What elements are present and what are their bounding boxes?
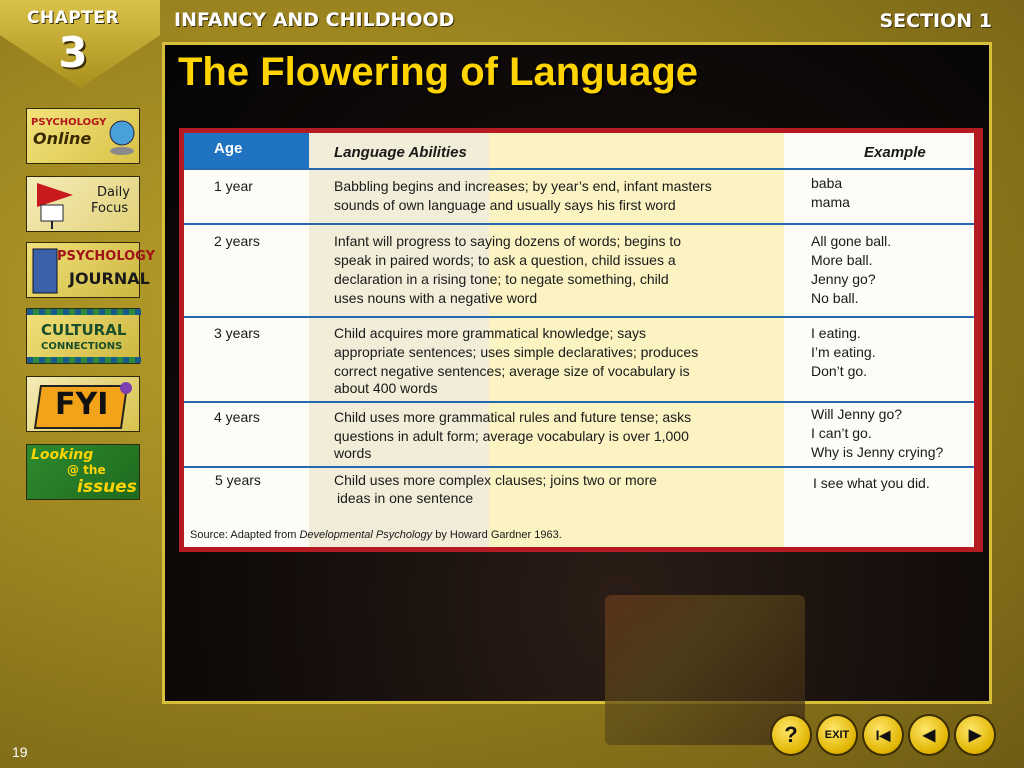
skip-back-icon: I◀ bbox=[875, 726, 891, 743]
abilities-line: Child acquires more grammatical knowledge; says bbox=[334, 325, 647, 341]
row-divider bbox=[184, 466, 974, 468]
slide-title: The Flowering of Language bbox=[178, 50, 698, 94]
globe-icon bbox=[107, 117, 137, 157]
looking-issues-line1: Looking bbox=[31, 447, 94, 463]
looking-at-the-issues-button[interactable] bbox=[26, 444, 140, 500]
exit-label: EXIT bbox=[824, 729, 850, 741]
abilities-line: ideas in one sentence bbox=[337, 490, 474, 506]
example-line: baba bbox=[811, 175, 843, 191]
abilities-line: correct negative sentences; average size of vocabulary is bbox=[334, 363, 690, 379]
chapter-number: 3 bbox=[58, 28, 88, 77]
example-line: I eating. bbox=[811, 325, 861, 341]
psychology-journal-line1: PSYCHOLOGY bbox=[57, 249, 155, 264]
cultural-connections-button[interactable] bbox=[26, 308, 140, 364]
fyi-label: FYI bbox=[55, 387, 109, 422]
cultural-connections-line2: CONNECTIONS bbox=[41, 341, 123, 352]
psychology-journal-line2: JOURNAL bbox=[69, 269, 150, 288]
psychology-online-line2: Online bbox=[33, 129, 92, 148]
row-divider bbox=[184, 223, 974, 225]
abilities-line: speak in paired words; to ask a question, child issues a bbox=[334, 252, 676, 268]
fyi-button[interactable] bbox=[26, 376, 140, 432]
source-citation bbox=[190, 529, 562, 541]
abilities-line: Babbling begins and increases; by year’s end, infant masters bbox=[334, 178, 712, 194]
example-line: Jenny go? bbox=[811, 271, 876, 287]
daily-focus-line2: Focus bbox=[91, 201, 129, 216]
abilities-line: appropriate sentences; uses simple declaratives; produces bbox=[334, 344, 699, 360]
age-cell: 2 years bbox=[214, 233, 260, 249]
row-divider bbox=[184, 401, 974, 403]
abilities-line: words bbox=[334, 445, 372, 461]
age-cell: 5 years bbox=[215, 472, 261, 488]
help-button[interactable] bbox=[772, 716, 810, 754]
abilities-line: Child uses more grammatical rules and future tense; asks bbox=[334, 409, 692, 425]
example-line: mama bbox=[811, 194, 850, 210]
source-title: Developmental Psychology bbox=[299, 529, 433, 541]
dot-icon bbox=[119, 381, 133, 395]
daily-focus-button[interactable] bbox=[26, 176, 140, 232]
example-line: I see what you did. bbox=[813, 475, 930, 491]
age-cell: 4 years bbox=[214, 409, 260, 425]
age-header-cell bbox=[184, 133, 309, 169]
age-cell: 1 year bbox=[214, 178, 253, 194]
source-prefix: Source: Adapted from bbox=[190, 529, 300, 541]
psychology-journal-button[interactable] bbox=[26, 242, 155, 298]
abilities-header: Language Abilities bbox=[334, 144, 467, 161]
page-number: 19 bbox=[12, 744, 28, 760]
source-suffix: by Howard Gardner 1963. bbox=[432, 529, 562, 541]
psychology-online-button[interactable] bbox=[26, 108, 140, 164]
border-pattern-bottom bbox=[27, 357, 141, 363]
example-line: More ball. bbox=[811, 252, 873, 268]
arrow-left-icon: ◀ bbox=[922, 727, 936, 744]
example-line: I can’t go. bbox=[811, 425, 872, 441]
looking-issues-line2: @ the bbox=[67, 463, 106, 477]
easel-icon bbox=[33, 181, 77, 229]
abilities-line: declaration in a rising tone; to negate something, child bbox=[334, 271, 669, 287]
psychology-online-line1: PSYCHOLOGY bbox=[31, 117, 107, 128]
previous-slide-button[interactable] bbox=[910, 716, 948, 754]
cultural-connections-line1: CULTURAL bbox=[41, 321, 127, 339]
example-line: Why is Jenny crying? bbox=[811, 444, 944, 460]
daily-focus-line1: Daily bbox=[97, 185, 130, 200]
first-slide-button[interactable] bbox=[864, 716, 902, 754]
language-table bbox=[184, 133, 974, 547]
chapter-label: CHAPTER bbox=[26, 8, 120, 28]
example-line: No ball. bbox=[811, 290, 859, 306]
looking-issues-line3: issues bbox=[77, 477, 137, 497]
abilities-line: Child uses more complex clauses; joins two or more bbox=[334, 472, 657, 488]
example-line: Will Jenny go? bbox=[811, 406, 903, 422]
next-slide-button[interactable] bbox=[956, 716, 994, 754]
age-cell: 3 years bbox=[214, 325, 260, 341]
row-divider bbox=[184, 168, 974, 170]
arrow-right-icon: ▶ bbox=[968, 727, 982, 744]
abilities-line: questions in adult form; average vocabulary is over 1,000 bbox=[334, 428, 689, 444]
section-label: SECTION 1 bbox=[879, 10, 992, 32]
help-icon: ? bbox=[784, 722, 798, 747]
border-pattern-top bbox=[27, 309, 141, 315]
exit-button[interactable] bbox=[818, 716, 856, 754]
example-line: All gone ball. bbox=[811, 233, 892, 249]
abilities-line: about 400 words bbox=[334, 380, 438, 396]
abilities-line: Infant will progress to saying dozens of words; begins to bbox=[334, 233, 682, 249]
age-header: Age bbox=[214, 140, 243, 157]
example-line: I’m eating. bbox=[811, 344, 876, 360]
unit-title: INFANCY AND CHILDHOOD bbox=[174, 9, 455, 31]
abilities-line: sounds of own language and usually says his first word bbox=[334, 197, 676, 213]
row-divider bbox=[184, 316, 974, 318]
example-header: Example bbox=[864, 144, 926, 161]
abilities-line: uses nouns with a negative word bbox=[334, 290, 538, 306]
example-line: Don’t go. bbox=[811, 363, 868, 379]
